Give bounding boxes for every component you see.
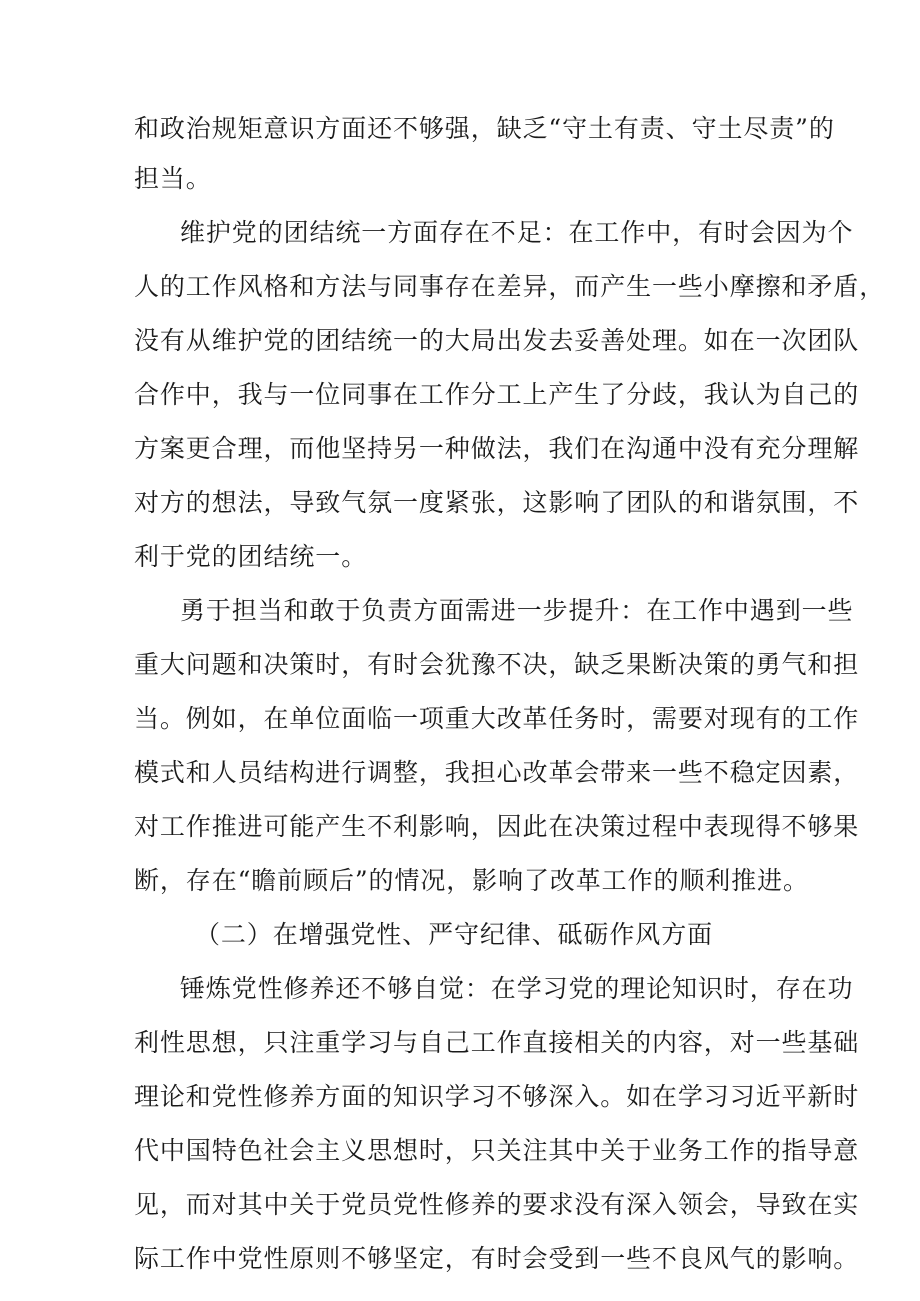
text-line: 利性思想，只注重学习与自己工作直接相关的内容，对一些基础 bbox=[134, 1028, 860, 1057]
paragraph-start-line: 锤炼党性修养还不够自觉：在学习党的理论知识时，存在功 bbox=[180, 974, 854, 1003]
paragraph-start-line: 维护党的团结统一方面存在不足：在工作中，有时会因为个 bbox=[180, 218, 854, 247]
text-line: 代中国特色社会主义思想时，只关注其中关于业务工作的指导意 bbox=[134, 1136, 860, 1165]
text-line: 见，而对其中关于党员党性修养的要求没有深入领会，导致在实 bbox=[134, 1190, 860, 1219]
text-line: 理论和党性修养方面的知识学习不够深入。如在学习习近平新时 bbox=[134, 1082, 860, 1111]
text-line: 和政治规矩意识方面还不够强，缺乏“守土有责、守土尽责”的 bbox=[134, 114, 835, 143]
text-line: 当。例如，在单位面临一项重大改革任务时，需要对现有的工作 bbox=[134, 704, 860, 733]
text-line: 方案更合理，而他坚持另一种做法，我们在沟通中没有充分理解 bbox=[134, 434, 860, 463]
text-line: 人的工作风格和方法与同事存在差异，而产生一些小摩擦和矛盾， bbox=[134, 272, 886, 301]
text-line: 对工作推进可能产生不利影响，因此在决策过程中表现得不够果 bbox=[134, 812, 860, 841]
section-heading: （二）在增强党性、严守纪律、砥砺作风方面 bbox=[195, 920, 714, 949]
text-line: 没有从维护党的团结统一的大局出发去妥善处理。如在一次团队 bbox=[134, 326, 860, 355]
text-line: 重大问题和决策时，有时会犹豫不决，缺乏果断决策的勇气和担 bbox=[134, 650, 860, 679]
text-line: 模式和人员结构进行调整，我担心改革会带来一些不稳定因素， bbox=[134, 758, 860, 787]
text-line: 断，存在“瞻前顾后”的情况，影响了改革工作的顺利推进。 bbox=[134, 866, 809, 895]
paragraph-start-line: 勇于担当和敢于负责方面需进一步提升：在工作中遇到一些 bbox=[180, 596, 854, 625]
text-line: 合作中，我与一位同事在工作分工上产生了分歧，我认为自己的 bbox=[134, 380, 860, 409]
text-line: 对方的想法，导致气氛一度紧张，这影响了团队的和谐氛围，不 bbox=[134, 488, 860, 517]
text-line: 利于党的团结统一。 bbox=[134, 542, 368, 571]
text-line: 际工作中党性原则不够坚定，有时会受到一些不良风气的影响。 bbox=[134, 1244, 860, 1273]
text-line: 担当。 bbox=[134, 164, 212, 193]
